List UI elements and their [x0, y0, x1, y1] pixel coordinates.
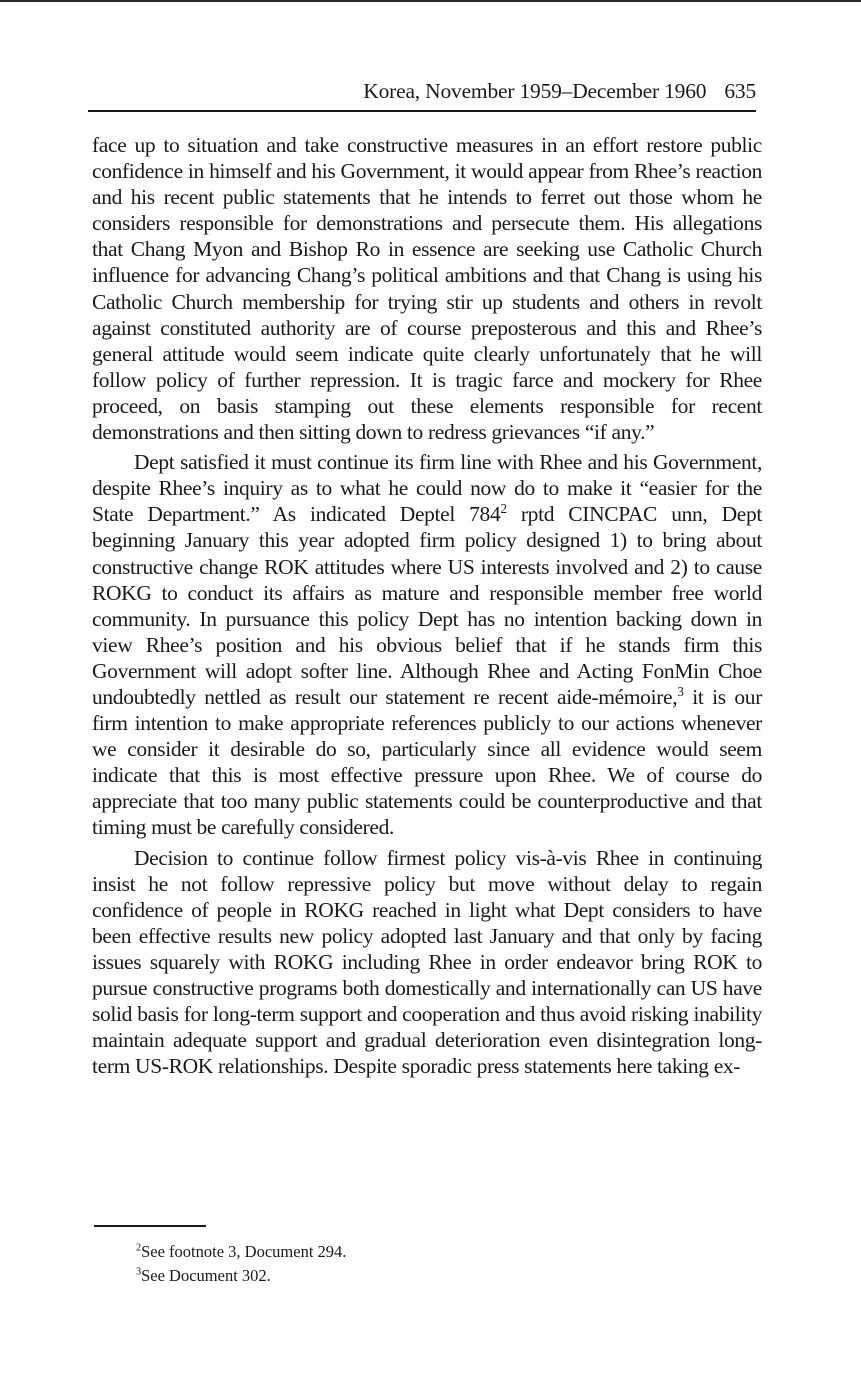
footnote-3-text: See Document 302.: [141, 1266, 271, 1285]
document-body: [92, 132, 762, 1083]
running-head: [88, 76, 756, 106]
paragraph-2-part-2: rptd CINCPAC unn, Dept beginning January this year adopted firm policy designed 1) to bring about constructive change ROK attitudes where US interests involved and 2) to cause ROKG to conduct its affairs as mature and responsible member free world community. In pursuance this policy Dept has no intention backing down in view Rhee’s position and his obvious belief that if he stands firm this Government will adopt softer line. Although Rhee and Acting FonMin Choe undoubtedly nettled as result our statement re recent aide-mémoire,: [92, 502, 763, 709]
paragraph-1: face up to situation and take constructive measures in an effort restore public confidence in himself and his Government, it would appear from Rhee’s reaction and his recent public statements that he intends to ferret out those whom he considers responsible for demonstrations and persecute them. His allegations that Chang Myon and Bishop Ro in essence are seeking use Catholic Church influence for advancing Chang’s political ambitions and that Chang is using his Catholic Church membership for trying stir up students and others in revolt against constituted authority are of course preposterous and this and Rhee’s general attitude would seem indicate quite clearly unfortunately that he will follow policy of further repression. It is tragic farce and mockery for Rhee proceed, on basis stamping out these elements responsible for recent demonstrations and then sitting down to redress grievances “if any.”: [92, 133, 762, 445]
footnotes: [136, 1240, 696, 1288]
paragraph-3: Decision to continue follow firmest policy vis-à-vis Rhee in continuing insist he not follow repressive policy but move without delay to regain confidence of people in ROKG reached in light what Dept considers to have been effective results new policy adopted last January and that only by facing issues squarely with ROKG including Rhee in order endeavor bring ROK to pursue constructive programs both domestically and internationally can US have solid basis for long-term support and cooperation and thus avoid risking inability maintain adequate support and gradual deterioration even disintegration long-term US-ROK relationships. Despite sporadic press statements here taking ex-: [92, 845, 762, 1079]
running-title: Korea, November 1959–December 1960: [363, 79, 707, 103]
footnote-2-marker: 2: [136, 1242, 142, 1254]
page-top-edge: [0, 0, 861, 2]
page-number: 635: [724, 79, 756, 103]
footnote-rule: [94, 1225, 206, 1227]
footnote-3: [136, 1264, 696, 1288]
paragraph-2-part-3: it is our firm intention to make appropriate references publicly to our actions whenever we consider it desirable do so, particularly since all evidence would seem indicate that this is most effective pressure upon Rhee. We of course do appreciate that too many public statements could be counterproductive and that timing must be carefully considered.: [92, 684, 763, 840]
footnote-2-text: See footnote 3, Document 294.: [141, 1242, 347, 1261]
paragraph-2-part-1: Dept satisfied it must continue its firm line with Rhee and his Government, despite Rhee’s inquiry as to what he could now do to make it “easier for the State Department.” As indicated Deptel 784: [92, 450, 762, 527]
footnote-ref-2[interactable]: 2: [500, 501, 507, 517]
footnote-2: [136, 1240, 696, 1264]
paragraph-2: [92, 449, 762, 840]
footnote-ref-3[interactable]: 3: [677, 683, 684, 699]
header-rule: [88, 110, 756, 112]
footnote-3-marker: 3: [136, 1266, 142, 1278]
